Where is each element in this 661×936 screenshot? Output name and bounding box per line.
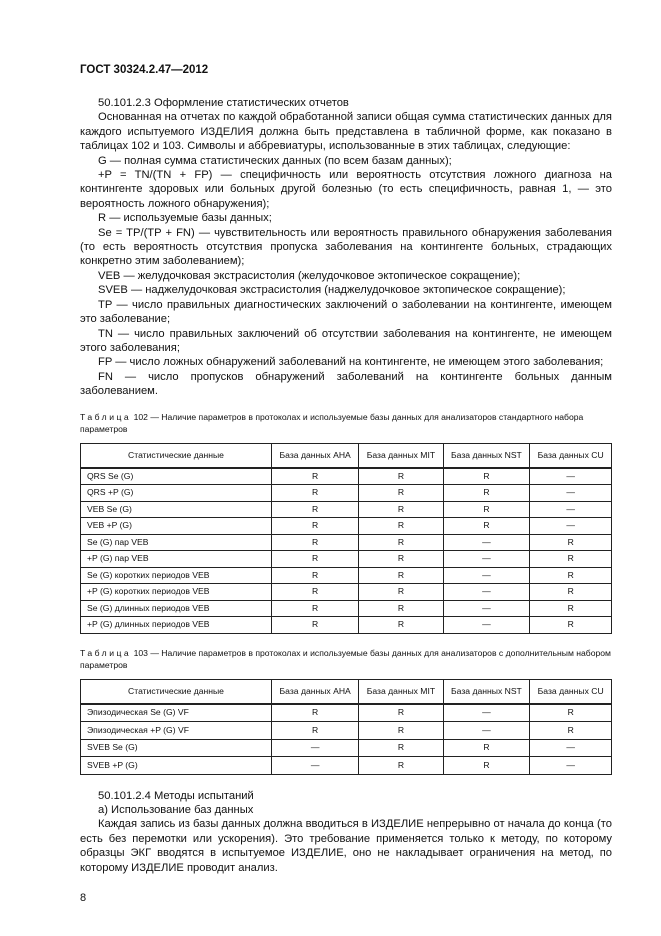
table-row (81, 617, 612, 634)
table-102-caption (80, 411, 612, 435)
table-cell: R (530, 600, 612, 617)
table-cell: — (530, 468, 612, 485)
table-cell: — (530, 485, 612, 502)
table-cell: R (272, 584, 359, 601)
table-row (81, 501, 612, 518)
table-cell: +P (G) пар VEB (81, 551, 272, 568)
table-cell: R (443, 518, 530, 535)
paragraph: Каждая запись из базы данных должна вводиться в ИЗДЕЛИЕ непрерывно от начала до конца (то есть без перемотки или ускорения). Это требование применяется только к методу, по которому образцы ЭКГ вводятся в испытуемое ИЗДЕЛИЕ, оно не накладывает ограничения на метод, по которому ИЗДЕЛИЕ проводит анализ. (80, 818, 612, 874)
column-header: База данных NST (443, 443, 530, 468)
table-row (81, 551, 612, 568)
table-cell: — (530, 739, 612, 757)
column-header: База данных CU (530, 679, 612, 704)
table-cell: R (530, 584, 612, 601)
table-cell: — (530, 518, 612, 535)
table-cell: R (443, 501, 530, 518)
page-number: 8 (80, 891, 87, 904)
table-cell: R (272, 534, 359, 551)
table-row (81, 485, 612, 502)
table-cell: — (443, 617, 530, 634)
table-cell: Эпизодическая Se (G) VF (81, 704, 272, 722)
table-cell: R (272, 485, 359, 502)
table-cell: R (272, 704, 359, 722)
table-row (81, 518, 612, 535)
table-cell: R (272, 551, 359, 568)
table-cell: R (443, 468, 530, 485)
column-header: База данных AHA (272, 679, 359, 704)
table-cell: R (272, 600, 359, 617)
definitions (80, 110, 612, 398)
table-label: Таблица (80, 411, 132, 422)
table-cell: Se (G) пар VEB (81, 534, 272, 551)
table-cell: R (359, 501, 443, 518)
table-cell: R (359, 757, 443, 775)
column-header: База данных AHA (272, 443, 359, 468)
table-cell: +P (G) длинных периодов VEB (81, 617, 272, 634)
table-cell: R (443, 757, 530, 775)
table-cell: R (359, 551, 443, 568)
paragraph: TP — число правильных диагностических заключений о заболевании на контингенте, имеющем это заболевание; (80, 298, 612, 326)
table-cell: Se (G) коротких периодов VEB (81, 567, 272, 584)
subsection-title: а) Использование баз данных (98, 803, 254, 816)
table-cell: R (272, 518, 359, 535)
table-row (81, 739, 612, 757)
table-103-caption (80, 647, 612, 671)
table-row (81, 600, 612, 617)
paragraph: Se = TP/(TP + FN) — чувствительность или вероятность правильного обнаружения заболевания (то есть вероятность отсутствия пропуска заболевания на контингенте больных, страдающих конкретно этим заболеванием); (80, 226, 612, 268)
table-cell: R (359, 739, 443, 757)
table-cell: VEB Se (G) (81, 501, 272, 518)
table-cell: — (530, 757, 612, 775)
table-header-row (81, 443, 612, 468)
table-cell: R (359, 600, 443, 617)
table-cell: R (443, 739, 530, 757)
table-cell: R (272, 567, 359, 584)
table-cell: R (359, 518, 443, 535)
table-cell: SVEB +P (G) (81, 757, 272, 775)
table-cell: R (359, 617, 443, 634)
table-103 (80, 679, 612, 775)
table-cell: — (443, 567, 530, 584)
paragraph: VEB — желудочковая экстрасистолия (желудочковое эктопическое сокращение); (98, 269, 521, 282)
table-caption-text: 102 — Наличие параметров в протоколах и используемые базы данных для анализаторов стандартного набора параметров (80, 411, 584, 434)
table-cell: Se (G) длинных периодов VEB (81, 600, 272, 617)
paragraph: FN — число пропусков обнаружений заболеваний на контингенте больных данным заболеванием. (80, 370, 612, 398)
table-cell: R (530, 567, 612, 584)
table-102 (80, 443, 612, 634)
table-cell: — (272, 739, 359, 757)
table-caption-text: 103 — Наличие параметров в протоколах и используемые базы данных для анализаторов с дополнительным набором параметров (80, 647, 611, 670)
table-cell: R (530, 551, 612, 568)
table-cell: R (272, 722, 359, 740)
column-header: Статистические данные (81, 679, 272, 704)
table-cell: — (443, 584, 530, 601)
table-cell: SVEB Se (G) (81, 739, 272, 757)
column-header: База данных CU (530, 443, 612, 468)
table-row (81, 468, 612, 485)
table-cell: R (530, 722, 612, 740)
table-cell: R (530, 534, 612, 551)
table-cell: R (272, 501, 359, 518)
table-cell: R (530, 617, 612, 634)
table-cell: R (359, 485, 443, 502)
section-title: 50.101.2.4 Методы испытаний (98, 789, 254, 802)
paragraph: R — используемые базы данных; (98, 212, 272, 225)
table-cell: — (443, 551, 530, 568)
table-cell: R (359, 722, 443, 740)
document-header: ГОСТ 30324.2.47—2012 (80, 64, 209, 76)
paragraph: G — полная сумма статистических данных (по всем базам данных); (98, 154, 452, 167)
column-header: База данных NST (443, 679, 530, 704)
table-cell: R (272, 617, 359, 634)
table-cell: R (272, 468, 359, 485)
table-header-row (81, 679, 612, 704)
table-cell: — (443, 534, 530, 551)
paragraph: +P = TN/(TN + FP) — специфичность или вероятность отсутствия ложного диагноза на контингенте здоровых или больных другой болезнью (то есть специфичность, равная 1, — это вероятность ложного обнаружения); (80, 169, 612, 210)
table-row (81, 584, 612, 601)
table-cell: R (359, 567, 443, 584)
table-cell: — (443, 722, 530, 740)
section-statistical-reports (80, 96, 612, 775)
table-row (81, 534, 612, 551)
section-title: 50.101.2.3 Оформление статистических отчетов (98, 97, 349, 109)
paragraph: SVEB — наджелудочковая экстрасистолия (наджелудочковое эктопическое сокращение); (98, 284, 566, 297)
table-cell: R (359, 704, 443, 722)
paragraph: Основанная на отчетах по каждой обработанной записи общая сумма статистических данных для каждого испытуемого ИЗДЕЛИЯ должна быть представлена в табличной форме, как показано в таблицах 102 и 103. Символы и аббревиатуры, использованные в этих таблицах, следующие: (80, 111, 612, 153)
table-cell: QRS +P (G) (81, 485, 272, 502)
table-cell: — (272, 757, 359, 775)
table-label: Таблица (80, 647, 132, 658)
table-cell: R (359, 584, 443, 601)
table-cell: +P (G) коротких периодов VEB (81, 584, 272, 601)
table-cell: QRS Se (G) (81, 468, 272, 485)
paragraph: TN — число правильных заключений об отсутствии заболевания на контингенте, не имеющем этого заболевания; (80, 327, 612, 354)
table-cell: — (443, 600, 530, 617)
table-row (81, 704, 612, 722)
column-header: База данных MIT (359, 443, 443, 468)
table-cell: R (359, 534, 443, 551)
table-cell: VEB +P (G) (81, 518, 272, 535)
table-cell: R (443, 485, 530, 502)
table-cell: R (530, 704, 612, 722)
table-row (81, 757, 612, 775)
column-header: Статистические данные (81, 443, 272, 468)
table-cell: — (443, 704, 530, 722)
table-cell: Эпизодическая +P (G) VF (81, 722, 272, 740)
table-cell: R (359, 468, 443, 485)
section-test-methods (80, 789, 612, 875)
table-row (81, 567, 612, 584)
paragraph: FP — число ложных обнаружений заболеваний на контингенте, не имеющем этого заболевания; (98, 356, 604, 369)
table-row (81, 722, 612, 740)
table-cell: — (530, 501, 612, 518)
column-header: База данных MIT (359, 679, 443, 704)
